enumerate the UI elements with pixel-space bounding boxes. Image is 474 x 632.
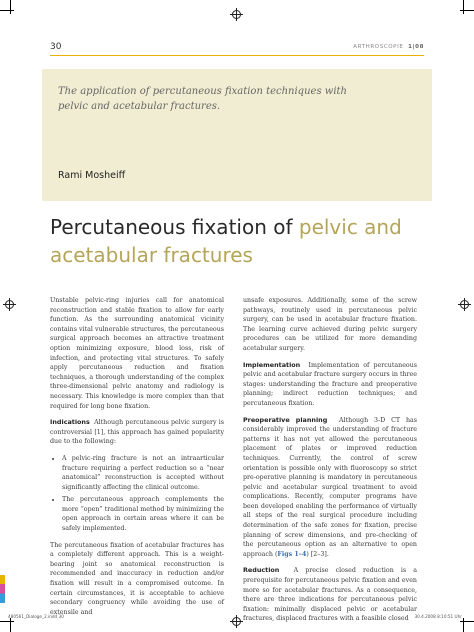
abstract-text: The application of percutaneous fixation techniques with pelvic and acetabular fractures. [58,86,347,112]
continued-paragraph: unsafe exposures. Additionally, some of the screw pathways, routinely used in percutaneous pelvic surgery, can be used in acetabular fracture fixation. The learning curve achieved during pelvic surgery procedures can be utilized for more demanding acetabular surgery. [243,297,417,352]
figure-reference-link[interactable]: Figs 1–4 [277,550,307,558]
registration-mark-icon [232,10,241,19]
crop-mark [10,618,11,632]
crop-mark [10,0,11,14]
indications-paragraph [50,418,224,447]
journal-header [353,44,424,50]
planning-text-a: Although 3-D CT has considerably improved the understanding of fracture patterns it has not yet allowed the percutaneous placement of plates or improved reduction techniques. Currently, the control of screw orientation is possible only with fluoroscopy so strict pre-operative planning is mandatory in percutaneous pelvic and acetabular surgical treatment to avoid complications. Recently, computer programs have been developed enabling the performance of virtually all steps of the real surgical procedure including determination of the safe zones for fixation, precise planning of screw dimensions, and pre-checking of the percutaneous option as an alternative to open approach ( [243,416,417,558]
reduction-heading: Reduction [243,566,280,575]
print-slug-date: 30.4.2008 8:10:51 Uhr [414,614,462,619]
crop-mark [0,10,14,11]
list-item: • The percutaneous approach complements the more “open” traditional method by minimizing the open approach in certain areas where it can be safely implemented. [62,495,224,533]
list-item: • A pelvic-ring fracture is not an intraarticular fracture requiring a perfect reduction so a “near anatomical” reconstruction is accepted without significantly affecting the clinical outcome. [62,454,224,492]
reduction-text: A precise closed reduction is a prerequisite for percutaneous pelvic fixation and even more so for acetabular fractures. As a consequence, there are three indications for percutaneous pelvic fixation: minimally displaced pelvic or acetabular fractures, displaced fractures with a feasible closed [243,567,417,623]
crop-mark [0,621,14,622]
indications-heading: Indications [50,418,90,427]
reduction-paragraph [243,566,417,624]
article-title [50,213,430,269]
registration-mark-icon [5,300,14,309]
indications-citation: [1] [94,428,104,436]
registration-mark-icon [232,617,241,626]
implementation-paragraph [243,361,417,409]
implementation-heading: Implementation [243,360,301,369]
author-name: Rami Mosheiff [58,170,126,181]
acetabular-paragraph: The percutaneous fixation of acetabular fractures has a completely different approach. This is a weight-bearing joint so anatomical reconstruction is recommended and inaccuracy in reduction and/or fixation will result in a compromised outcome. In certain circumstances, it is acceptable to achieve secondary congruency while avoiding the use of extensile and [50,541,224,616]
journal-name: ARTHROSCOPIE [353,44,404,50]
planning-heading: Preoperative planning [243,415,328,424]
header-rule [50,55,424,56]
planning-text-c: . [326,550,329,558]
indications-text-b: , this approach has gained popularity due to the following: [50,428,224,446]
print-slug-file: 480561_Dialoge_2.indd 30 [8,614,64,619]
journal-issue: 1|08 [408,44,424,50]
planning-paragraph [243,416,417,560]
implementation-text: Implementation of percutaneous pelvic and acetabular fracture surgery occurs in three stages: understanding the fracture and preoperative planning; indirect reduction techniques; and percutaneous fixation. [243,361,417,407]
planning-citation: [2–3] [310,550,327,558]
crop-mark [463,0,464,14]
page-number: 30 [50,42,62,52]
crop-mark [463,618,464,632]
intro-paragraph: Unstable pelvic-ring injuries call for anatomical reconstruction and stable fixation to allow for early function. As the surrounding anatomical vicinity contains vital vulnerable structures, the percutaneous surgical approach becomes an attractive treatment option minimizing exposure, blood loss, risk of infection, and protecting vital structures. To safely apply percutaneous reduction and fixation techniques, a thorough understanding of the complex three-dimensional pelvic anatomy and radiology is necessary. This knowledge is more complex than that required for long bone fixation. [50,297,224,410]
indications-text-a: Although percutaneous pelvic surgery is controversial [50,419,224,436]
color-bar [0,575,5,603]
title-main: Percutaneous fixation of [50,215,299,239]
title-accent: pelvic and acetabular fractures [50,215,402,267]
body-column-left [50,296,224,624]
planning-text-b: ) [306,550,311,558]
body-column-right [243,296,417,631]
indications-list [50,454,224,534]
registration-mark-icon [460,300,469,309]
